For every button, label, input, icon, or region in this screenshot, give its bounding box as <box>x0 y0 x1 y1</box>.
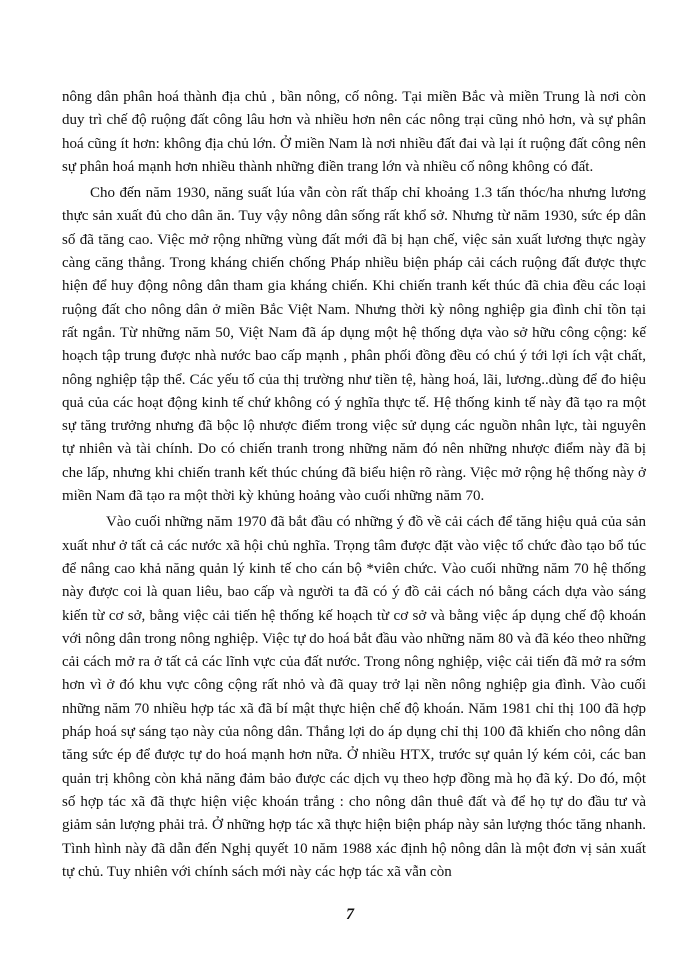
paragraph-continuation: nông dân phân hoá thành địa chủ , bần nông, cố nông. Tại miền Bắc và miền Trung là nơi còn duy trì chế độ ruộng đất công lâu hơn và nhiều hơn nên các nông trại cũng nhỏ hơn, và sự phân hoá cũng ít hơn: không địa chủ lớn. Ở miền Nam là nơi nhiều đất đai và lại ít ruộng đất công nên sự phân hoá mạnh hơn nhiều thành những điền trang lớn và nhiều cố nông không có đất. <box>62 89 646 175</box>
paragraph-1970: Vào cuối những năm 1970 đã bắt đầu có những ý đồ về cải cách để tăng hiệu quả của sản xuất như ở tất cả các nước xã hội chủ nghĩa. Trọng tâm được đặt vào việc tổ chức đào tạo bổ túc để nâng cao khả năng quản lý kinh tế cho cán bộ *viên chức. Vào cuối những năm 70 hệ thống này được coi là quan liêu, bao cấp và người ta đã có ý đồ cải cách nó bằng cách dựa vào sáng kiến từ cơ sở, bằng việc cải tiến hệ thống kế hoạch từ cơ sở và bằng việc áp dụng chế độ khoán với nông dân trong nông nghiệp. Việc tự do hoá bắt đầu vào những năm 80 và đã kéo theo những cải cách mở ra ở tất cả các lĩnh vực của đất nước. Trong nông nghiệp, việc cải tiến đã mở ra sớm hơn vì ở đó khu vực công cộng rất nhỏ và đã quay trở lại nền nông nghiệp gia đình. Vào cuối những năm 70 nhiều hợp tác xã đã bí mật thực hiện chế độ khoán. Năm 1981 chỉ thị 100 đã hợp pháp hoá sự sáng tạo này của nông dân. Thắng lợi do áp dụng chỉ thị 100 đã khiến cho nông dân tăng sức ép để được tự do hoá mạnh hơn nữa. Ở nhiều HTX, trước sự quản lý kém cỏi, các ban quản trị không còn khả năng đảm bảo được các dịch vụ theo hợp đồng mà họ đã ký. Do đó, một số hợp tác xã đã thực hiện việc khoán trắng : cho nông dân thuê đất và để họ tự do đầu tư và giảm sản lượng phải trả. Ở những hợp tác xã thực hiện biện pháp này sản lượng thóc tăng nhanh. Tình hình này đã dẫn đến Nghị quyết 10 năm 1988 xác định hộ nông dân là một đơn vị sản xuất tự chủ. Tuy nhiên với chính sách mới này các hợp tác xã vẫn còn <box>62 514 646 880</box>
document-body <box>62 86 646 887</box>
paragraph-1930: Cho đến năm 1930, năng suất lúa vẫn còn rất thấp chỉ khoảng 1.3 tấn thóc/ha nhưng lương thực sản xuất đủ cho dân ăn. Tuy vậy nông dân sống rất khổ sở. Nhưng từ năm 1930, sức ép dân số đã tăng cao. Việc mở rộng những vùng đất mới đã bị hạn chế, việc sản xuất lương thực ngày càng căng thẳng. Trong kháng chiến chống Pháp nhiều biện pháp cải cách ruộng đất được thực hiện để huy động nông dân tham gia kháng chiến. Khi chiến tranh kết thúc đã chia đều các loại ruộng đất cho nông dân ở miền Bắc Việt Nam. Nhưng thời kỳ nông nghiệp gia đình chỉ tồn tại rất ngắn. Từ những năm 50, Việt Nam đã áp dụng một hệ thống dựa vào sở hữu công cộng: kế hoạch tập trung được nhà nước bao cấp mạnh , phân phối đồng đều có chú ý tới lợi ích vật chất, nông nghiệp tập thể. Các yếu tố của thị trường như tiền tệ, hàng hoá, lãi, lương..dùng để đo hiệu quả của các hoạt động kinh tế chứ không có ý nghĩa thực tế. Hệ thống kinh tế này đã tạo ra một sự tăng trưởng nhưng đã bộc lộ nhược điểm trong việc sử dụng các nguồn nhân lực, tài nguyên tự nhiên và tài chính. Do có chiến tranh trong những năm đó nên những nhược điểm này đã bị che lấp, nhưng khi chiến tranh kết thúc chúng đã biểu hiện rõ ràng. Việc mở rộng hệ thống này ở miền Nam đã tạo ra một thời kỳ khủng hoảng vào cuối những năm 70. <box>62 185 646 505</box>
page-number: 7 <box>346 906 354 923</box>
